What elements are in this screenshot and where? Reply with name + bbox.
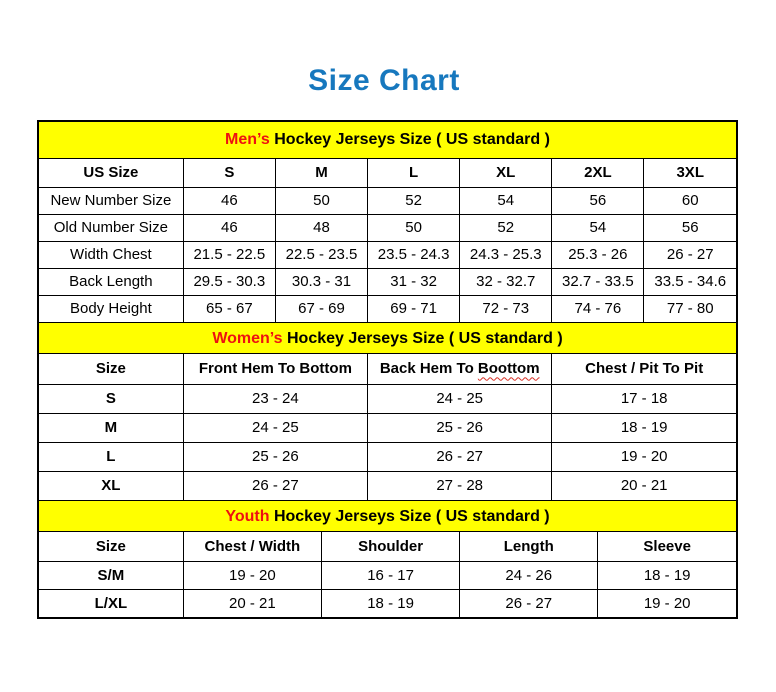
value-cell: 18 - 19 [321, 589, 459, 617]
value-cell: 24 - 25 [368, 384, 552, 413]
womens-header-row [39, 354, 736, 384]
value-cell: 65 - 67 [183, 295, 275, 322]
column-header-cell: Chest / Pit To Pit [552, 354, 736, 384]
table-row [39, 268, 736, 295]
row-label-cell: Width Chest [39, 241, 183, 268]
value-cell: 17 - 18 [552, 384, 736, 413]
value-cell: 25 - 26 [183, 442, 367, 471]
value-cell: 33.5 - 34.6 [644, 268, 736, 295]
youth-label: Youth [225, 508, 270, 525]
value-cell: 19 - 20 [598, 589, 736, 617]
misspelled-word: Boottom [477, 360, 540, 378]
value-cell: 56 [644, 214, 736, 241]
column-header-cell: Shoulder [321, 532, 459, 561]
table-row [39, 384, 736, 413]
column-header-cell: 2XL [552, 159, 644, 187]
value-cell: 23 - 24 [183, 384, 367, 413]
column-header-cell: XL [460, 159, 552, 187]
table-row [39, 214, 736, 241]
value-cell: 23.5 - 24.3 [368, 241, 460, 268]
value-cell: 22.5 - 23.5 [275, 241, 367, 268]
youth-section-header [39, 500, 736, 532]
value-cell: 19 - 20 [552, 442, 736, 471]
column-header-cell: L [368, 159, 460, 187]
value-cell: 46 [183, 187, 275, 214]
column-header-cell: Length [460, 532, 598, 561]
mens-label: Men’s [225, 131, 270, 148]
row-label-cell: L [39, 442, 183, 471]
value-cell: 67 - 69 [275, 295, 367, 322]
value-cell: 50 [368, 214, 460, 241]
value-cell: 18 - 19 [552, 413, 736, 442]
column-header-cell: 3XL [644, 159, 736, 187]
table-row [39, 471, 736, 500]
value-cell: 25 - 26 [368, 413, 552, 442]
row-label-cell: Old Number Size [39, 214, 183, 241]
row-label-cell: New Number Size [39, 187, 183, 214]
value-cell: 18 - 19 [598, 561, 736, 589]
table-row [39, 413, 736, 442]
column-header-cell: S [183, 159, 275, 187]
value-cell: 32 - 32.7 [460, 268, 552, 295]
table-row [39, 561, 736, 589]
column-header-cell: M [275, 159, 367, 187]
value-cell: 24 - 25 [183, 413, 367, 442]
value-cell: 21.5 - 22.5 [183, 241, 275, 268]
womens-label: Women’s [212, 330, 283, 347]
value-cell: 32.7 - 33.5 [552, 268, 644, 295]
mens-size-table [39, 159, 736, 322]
column-header-cell: US Size [39, 159, 183, 187]
value-cell: 54 [460, 187, 552, 214]
value-cell: 24.3 - 25.3 [460, 241, 552, 268]
row-label-cell: XL [39, 471, 183, 500]
value-cell: 52 [368, 187, 460, 214]
column-header-text: Back Hem To [379, 360, 478, 378]
mens-section-header [39, 122, 736, 159]
value-cell: 27 - 28 [368, 471, 552, 500]
value-cell: 50 [275, 187, 367, 214]
value-cell: 29.5 - 30.3 [183, 268, 275, 295]
womens-section-header [39, 322, 736, 354]
value-cell: 69 - 71 [368, 295, 460, 322]
youth-size-table [39, 532, 736, 617]
value-cell: 30.3 - 31 [275, 268, 367, 295]
youth-heading-text: Hockey Jerseys Size ( US standard ) [273, 508, 550, 525]
table-row [39, 589, 736, 617]
column-header-cell: Chest / Width [183, 532, 321, 561]
value-cell: 16 - 17 [321, 561, 459, 589]
table-row [39, 295, 736, 322]
row-label-cell: Body Height [39, 295, 183, 322]
value-cell: 31 - 32 [368, 268, 460, 295]
page-title: Size Chart [308, 64, 460, 97]
value-cell: 56 [552, 187, 644, 214]
column-header-cell: Sleeve [598, 532, 736, 561]
column-header-cell [368, 354, 552, 384]
value-cell: 54 [552, 214, 644, 241]
size-chart-tables [37, 120, 738, 619]
mens-header-row [39, 159, 736, 187]
table-row [39, 187, 736, 214]
row-label-cell: M [39, 413, 183, 442]
womens-heading-text: Hockey Jerseys Size ( US standard ) [287, 330, 563, 347]
value-cell: 26 - 27 [183, 471, 367, 500]
value-cell: 20 - 21 [552, 471, 736, 500]
value-cell: 77 - 80 [644, 295, 736, 322]
row-label-cell: S [39, 384, 183, 413]
table-row [39, 442, 736, 471]
column-header-cell: Size [39, 354, 183, 384]
mens-heading-text: Hockey Jerseys Size ( US standard ) [274, 131, 550, 148]
youth-header-row [39, 532, 736, 561]
value-cell: 74 - 76 [552, 295, 644, 322]
value-cell: 72 - 73 [460, 295, 552, 322]
row-label-cell: S/M [39, 561, 183, 589]
value-cell: 19 - 20 [183, 561, 321, 589]
row-label-cell: L/XL [39, 589, 183, 617]
value-cell: 25.3 - 26 [552, 241, 644, 268]
value-cell: 52 [460, 214, 552, 241]
value-cell: 48 [275, 214, 367, 241]
column-header-cell: Size [39, 532, 183, 561]
value-cell: 26 - 27 [644, 241, 736, 268]
column-header-cell: Front Hem To Bottom [183, 354, 367, 384]
value-cell: 60 [644, 187, 736, 214]
value-cell: 26 - 27 [460, 589, 598, 617]
row-label-cell: Back Length [39, 268, 183, 295]
value-cell: 46 [183, 214, 275, 241]
value-cell: 24 - 26 [460, 561, 598, 589]
value-cell: 26 - 27 [368, 442, 552, 471]
table-row [39, 241, 736, 268]
womens-size-table [39, 354, 736, 500]
value-cell: 20 - 21 [183, 589, 321, 617]
